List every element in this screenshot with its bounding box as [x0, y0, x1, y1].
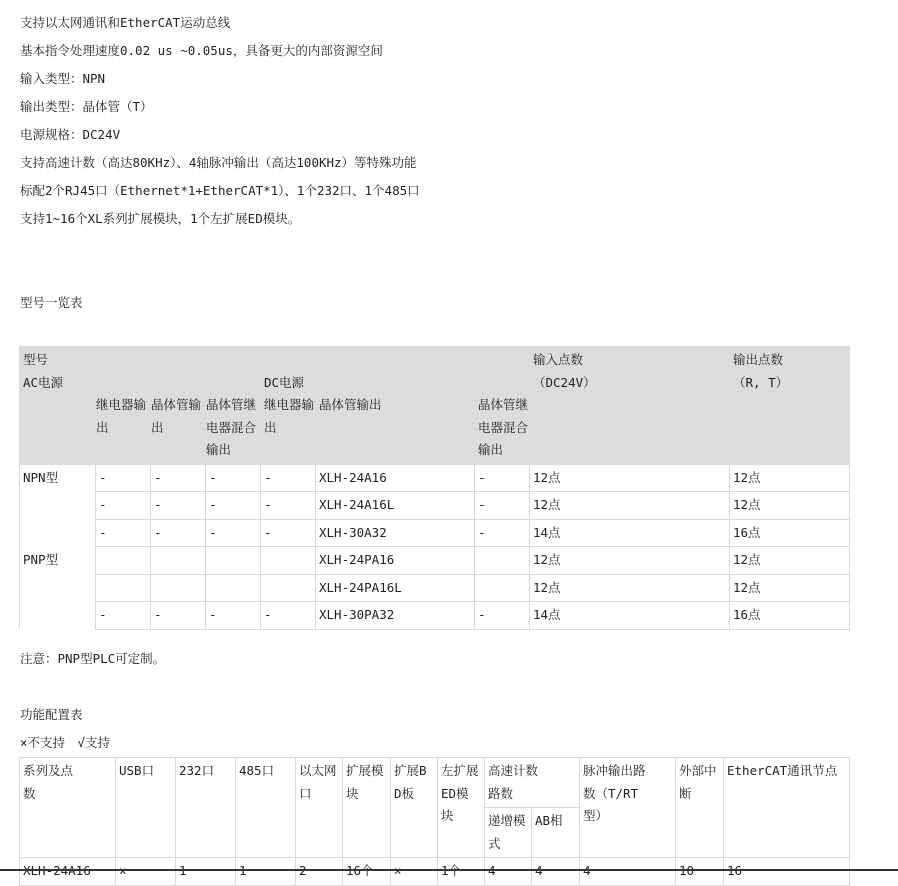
table-row: [20, 492, 850, 520]
model-number: XLH-24PA16L: [316, 574, 475, 602]
intro-line-5: 电源规格：DC24V: [20, 127, 121, 142]
cell: -: [475, 602, 530, 630]
increment-value: [485, 858, 532, 886]
cell: -: [475, 492, 530, 520]
header-ac-mixed: 晶体管继电器混合输出: [206, 397, 257, 457]
header-input-points: 输入点数（DC24V）: [530, 347, 730, 465]
header-model: 型号: [23, 352, 49, 367]
header-increment: 递增模式: [485, 808, 532, 858]
input-count: 14点: [530, 519, 730, 547]
header-ethernet: 以太网口: [296, 758, 343, 858]
cell: -: [96, 602, 151, 630]
table-row: [20, 547, 850, 575]
cell: -: [96, 519, 151, 547]
model-header-dc: [261, 347, 530, 465]
model-table-header-row: [20, 347, 850, 465]
intro-line-4: 输出类型：晶体管（T）: [20, 99, 153, 114]
header-dc-relay: 继电器输出: [264, 397, 315, 435]
cell: [206, 547, 261, 575]
header-ac-power: AC电源: [23, 374, 64, 390]
header-series: 系列及点数: [20, 758, 116, 858]
intro-line-2: 基本指令处理速度0.02 us ~0.05us，具备更大的内部资源空间: [20, 43, 383, 58]
intro-line-1: 支持以太网通讯和EtherCAT运动总线: [20, 15, 231, 30]
cell: -: [261, 519, 316, 547]
note-text: 注意：PNP型PLC可定制。: [20, 651, 166, 666]
header-hsc: 高速计数路数: [485, 758, 580, 808]
cell: [151, 547, 206, 575]
header-ac-transistor: 晶体管输出: [151, 397, 202, 435]
cell: -: [261, 464, 316, 492]
bd-value: [391, 858, 438, 886]
legend-text: ×不支持 √支持: [20, 735, 111, 750]
cell: -: [206, 492, 261, 520]
cell: [96, 574, 151, 602]
left-ed-value: [438, 858, 485, 886]
cell: -: [206, 464, 261, 492]
model-number: XLH-24A16L: [316, 492, 475, 520]
bottom-divider: [0, 869, 898, 871]
rs232-value: [176, 858, 236, 886]
output-count: 12点: [730, 464, 850, 492]
cell: [261, 547, 316, 575]
input-count: 12点: [530, 574, 730, 602]
cell: -: [96, 492, 151, 520]
model-number: XLH-30A32: [316, 519, 475, 547]
ethernet-value: [296, 858, 343, 886]
intro-line-7: 标配2个RJ45口（Ethernet*1+EtherCAT*1）、1个232口、1个485口: [20, 183, 420, 198]
expansion-value: [343, 858, 391, 886]
rs485-value: [236, 858, 296, 886]
model-table: [19, 346, 850, 630]
header-pulse: 脉冲输出路数（T/RT型）: [580, 758, 676, 858]
header-dc-mixed: 晶体管继电器混合输出: [478, 397, 529, 457]
input-count: 12点: [530, 492, 730, 520]
cell: -: [206, 519, 261, 547]
header-ab-phase: AB相: [532, 808, 580, 858]
input-count: 12点: [530, 547, 730, 575]
table-row: [20, 574, 850, 602]
cell: -: [261, 602, 316, 630]
pulse-value: [580, 858, 676, 886]
intro-line-3: 输入类型：NPN: [20, 71, 106, 86]
header-ethercat: EtherCAT通讯节点: [724, 758, 850, 858]
table-row: [20, 858, 850, 886]
cell: -: [475, 519, 530, 547]
output-count: 12点: [730, 547, 850, 575]
cell: [151, 574, 206, 602]
ethercat-value: [724, 858, 850, 886]
usb-value: [116, 858, 176, 886]
intro-line-8: 支持1~16个XL系列扩展模块，1个左扩展ED模块。: [20, 211, 301, 226]
model-section-title: 型号一览表: [20, 295, 83, 310]
series-value: [20, 858, 116, 886]
model-number: XLH-30PA32: [316, 602, 475, 630]
header-485: 485口: [236, 758, 296, 858]
group-npn: NPN型: [20, 464, 96, 547]
cell: -: [475, 464, 530, 492]
cell: [261, 574, 316, 602]
header-dc-transistor: 晶体管输出: [319, 397, 382, 412]
output-count: 12点: [730, 574, 850, 602]
cell: -: [151, 519, 206, 547]
header-left-ed: 左扩展ED模块: [438, 758, 485, 858]
header-ac-relay: 继电器输出: [96, 397, 147, 435]
input-count: 12点: [530, 464, 730, 492]
model-number: XLH-24A16: [316, 464, 475, 492]
header-usb: USB口: [116, 758, 176, 858]
output-count: 12点: [730, 492, 850, 520]
cell: -: [151, 492, 206, 520]
feature-header-row: [20, 758, 850, 808]
model-number: XLH-24PA16: [316, 547, 475, 575]
interrupt-value: [676, 858, 724, 886]
input-count: 14点: [530, 602, 730, 630]
cell: -: [151, 602, 206, 630]
feature-section-title: 功能配置表: [20, 707, 83, 722]
header-output-points: 输出点数（R, T）: [730, 347, 850, 465]
cell: -: [96, 464, 151, 492]
output-count: 16点: [730, 602, 850, 630]
cell: -: [206, 602, 261, 630]
table-row: [20, 602, 850, 630]
header-interrupt: 外部中断: [676, 758, 724, 858]
feature-table: [19, 757, 850, 886]
ab-value: [532, 858, 580, 886]
header-dc-power: DC电源: [264, 374, 305, 390]
cell: -: [261, 492, 316, 520]
cell: [475, 574, 530, 602]
intro-line-6: 支持高速计数（高达80KHz）、4轴脉冲输出（高达100KHz）等特殊功能: [20, 155, 417, 170]
group-pnp: PNP型: [20, 547, 96, 630]
header-expansion: 扩展模块: [343, 758, 391, 858]
cell: -: [151, 464, 206, 492]
cell: [206, 574, 261, 602]
output-count: 16点: [730, 519, 850, 547]
model-header-left: [20, 347, 261, 465]
cell: [475, 547, 530, 575]
table-row: [20, 519, 850, 547]
cell: [96, 547, 151, 575]
table-row: [20, 464, 850, 492]
header-232: 232口: [176, 758, 236, 858]
header-bd-board: 扩展BD板: [391, 758, 438, 858]
